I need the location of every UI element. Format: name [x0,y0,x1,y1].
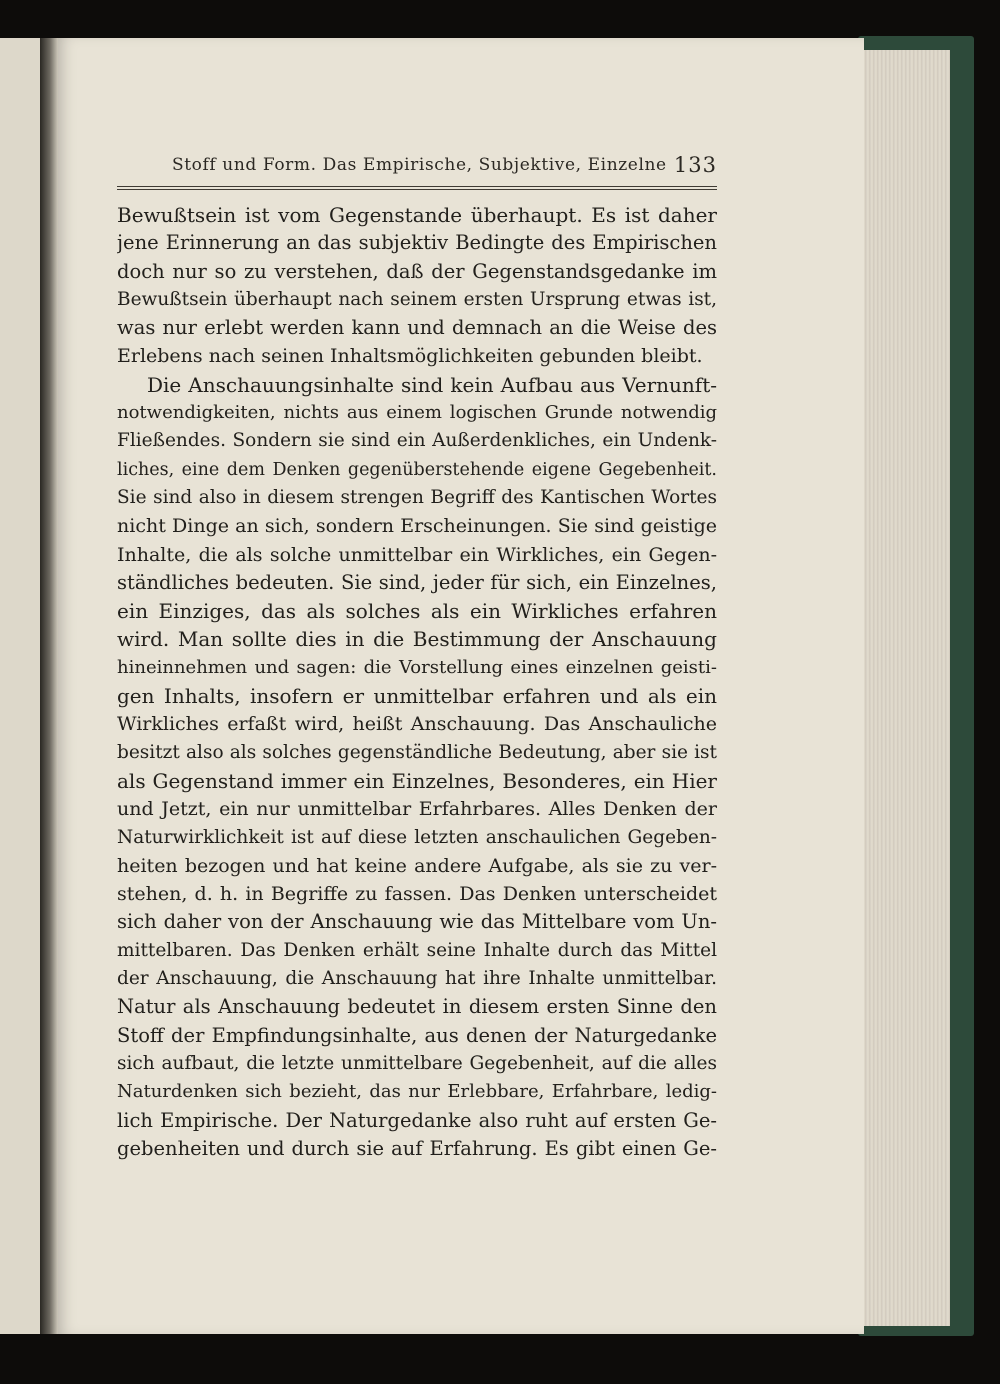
text-line: was nur erlebt werden kann und demnach an die Weise des [117,316,717,340]
text-line: sich daher von der Anschauung wie das Mittelbare vom Un- [117,910,717,934]
text-line: und Jetzt, ein nur unmittelbar Erfahrbares. Alles Denken der [117,798,717,821]
text-line: mittelbaren. Das Denken erhält seine Inhalte durch das Mittel [117,939,717,961]
text-line: doch nur so zu verstehen, daß der Gegenstandsgedanke im [117,259,717,283]
text-line: Die Anschauungsinhalte sind kein Aufbau aus Vernunft- [147,372,717,397]
text-line: Wirkliches erfaßt wird, heißt Anschauung. Das Anschauliche [117,713,717,736]
text-line: der Anschauung, die Anschauung hat ihre Inhalte unmittelbar. [117,968,717,990]
text-line: ein Einziges, das als solches als ein Wirkliches erfahren [117,599,717,624]
book-gutter [40,38,58,1334]
text-line: sich aufbaut, die letzte unmittelbare Gegebenheit, auf die alles [117,1052,717,1074]
running-head: Stoff und Form. Das Empirische, Subjektive, Einzelne [172,155,667,175]
text-line: Bewußtsein überhaupt nach seinem ersten Ursprung etwas ist, [117,288,717,310]
text-line: Sie sind also in diesem strengen Begriff des Kantischen Wortes [117,486,717,508]
text-line: gebenheiten und durch sie auf Erfahrung. Es gibt einen Ge- [117,1136,717,1160]
text-line: Natur als Anschauung bedeutet in diesem ersten Sinne den [117,995,717,1019]
text-line: gen Inhalts, insofern er unmittelbar erfahren und als ein [117,684,717,709]
facing-page [0,38,40,1334]
text-line: nicht Dinge an sich, sondern Erscheinungen. Sie sind geistige [117,515,717,538]
text-line: liches, eine dem Denken gegenüberstehende eigene Gegebenheit. [117,459,717,480]
page-edges [850,50,950,1326]
text-line: heiten bezogen und hat keine andere Aufgabe, als sie zu ver- [117,854,717,877]
text-line: Inhalte, die als solche unmittelbar ein Wirkliches, ein Gegen- [117,543,717,566]
text-line: Naturwirklichkeit ist auf diese letzten anschaulichen Gegeben- [117,826,717,848]
text-line: lich Empirische. Der Naturgedanke also ruht auf ersten Ge- [117,1108,717,1132]
text-line: wird. Man sollte dies in die Bestimmung der Anschauung [117,627,717,652]
header-rule [117,186,717,190]
body-text [117,201,717,1171]
text-line: als Gegenstand immer ein Einzelnes, Besonderes, ein Hier [117,768,717,793]
text-line: ständliches bedeuten. Sie sind, jeder für sich, ein Einzelnes, [117,570,717,594]
text-line: notwendigkeiten, nichts aus einem logischen Grunde notwendig [117,402,717,424]
text-line: Erlebens nach seinen Inhaltsmöglichkeiten gebunden bleibt. [117,345,703,368]
text-line: jene Erinnerung an das subjektiv Bedingte des Empirischen [117,231,717,255]
text-line: Naturdenken sich bezieht, das nur Erlebbare, Erfahrbare, ledig- [117,1081,717,1103]
text-line: Fließendes. Sondern sie sind ein Außerdenkliches, ein Undenk- [117,430,717,452]
text-line: Stoff der Empfindungsinhalte, aus denen der Naturgedanke [117,1023,717,1047]
text-line: hineinnehmen und sagen: die Vorstellung eines einzelnen geisti- [117,656,717,678]
page-number: 133 [673,153,717,177]
page-header [117,155,717,185]
text-line: besitzt also als solches gegenständliche Bedeutung, aber sie ist [117,741,717,763]
text-line: Bewußtsein ist vom Gegenstande überhaupt. Es ist daher [117,203,717,227]
text-line: stehen, d. h. in Begriffe zu fassen. Das Denken unterscheidet [117,883,717,906]
